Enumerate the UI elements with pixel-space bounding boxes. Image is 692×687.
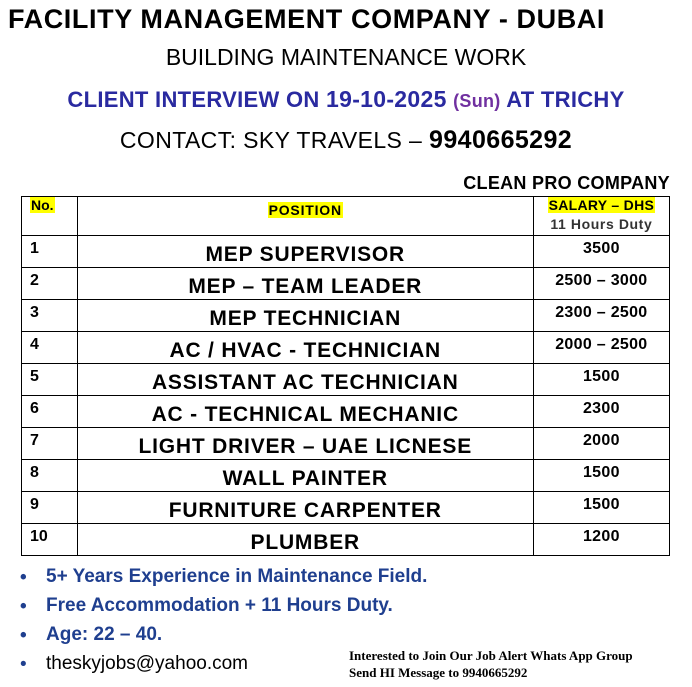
- row-position-cell: [77, 332, 533, 364]
- row-number: 7: [30, 432, 39, 449]
- header-no: [22, 197, 78, 236]
- row-salary-cell: [533, 460, 669, 492]
- row-salary: 3500: [582, 240, 620, 257]
- alert-line-1: Interested to Join Our Job Alert Whats App Group: [349, 648, 633, 663]
- row-position-cell: [77, 524, 533, 556]
- company-name: CLEAN PRO COMPANY: [463, 173, 670, 193]
- row-number-cell: [22, 428, 78, 460]
- table-row: [22, 236, 670, 268]
- row-salary-cell: [533, 268, 669, 300]
- table-row: [22, 492, 670, 524]
- row-salary: 2300: [582, 400, 620, 417]
- row-position-cell: [77, 428, 533, 460]
- row-position-cell: [77, 364, 533, 396]
- row-position: FURNITURE CARPENTER: [168, 499, 442, 522]
- row-position-cell: [77, 492, 533, 524]
- row-number: 9: [30, 496, 39, 513]
- row-position: LIGHT DRIVER – UAE LICNESE: [138, 435, 473, 458]
- table-row: [22, 460, 670, 492]
- bullet-icon: •: [20, 567, 27, 588]
- table-row: [22, 524, 670, 556]
- note-item: [20, 566, 427, 595]
- row-salary-cell: [533, 524, 669, 556]
- contact-prefix: CONTACT: SKY TRAVELS –: [119, 127, 423, 153]
- row-number-cell: [22, 492, 78, 524]
- table-row: [22, 300, 670, 332]
- contact-line: [0, 126, 692, 155]
- row-number: 3: [30, 304, 39, 321]
- row-salary: 1500: [582, 368, 620, 385]
- note-text: Age: 22 – 40.: [46, 624, 163, 645]
- row-position: AC / HVAC - TECHNICIAN: [169, 339, 442, 362]
- table-row: [22, 396, 670, 428]
- interview-location: AT TRICHY: [506, 87, 625, 112]
- note-text: theskyjobs@yahoo.com: [46, 653, 248, 674]
- row-salary: 1500: [582, 464, 620, 481]
- alert-line-2: Send HI Message to 9940665292: [349, 665, 528, 680]
- row-position-cell: [77, 268, 533, 300]
- table-row: [22, 268, 670, 300]
- header-salary-label: SALARY – DHS: [548, 197, 655, 213]
- row-number: 5: [30, 368, 39, 385]
- row-number-cell: [22, 460, 78, 492]
- interview-line: [0, 86, 692, 113]
- row-salary-cell: [533, 332, 669, 364]
- row-number-cell: [22, 396, 78, 428]
- row-salary: 1200: [582, 528, 620, 545]
- row-salary: 2000 – 2500: [555, 336, 648, 353]
- row-number: 2: [30, 272, 39, 289]
- row-position-cell: [77, 236, 533, 268]
- interview-prefix: CLIENT INTERVIEW ON: [67, 87, 320, 112]
- row-position: MEP SUPERVISOR: [205, 243, 405, 266]
- note-text: 5+ Years Experience in Maintenance Field.: [46, 566, 428, 587]
- row-number: 6: [30, 400, 39, 417]
- header-no-label: No.: [31, 197, 54, 213]
- note-item: [20, 595, 427, 624]
- row-salary-cell: [533, 300, 669, 332]
- row-position-cell: [77, 460, 533, 492]
- row-position: ASSISTANT AC TECHNICIAN: [151, 371, 459, 394]
- row-number-cell: [22, 236, 78, 268]
- contact-phone: 9940665292: [429, 126, 573, 154]
- row-number-cell: [22, 524, 78, 556]
- row-position: PLUMBER: [250, 531, 360, 554]
- row-salary-cell: [533, 428, 669, 460]
- row-salary: 2500 – 3000: [555, 272, 648, 289]
- header-position-label: POSITION: [268, 202, 342, 218]
- header-salary: [533, 197, 669, 236]
- row-salary-cell: [533, 236, 669, 268]
- interview-date: 19-10-2025: [326, 86, 447, 112]
- note-text: Free Accommodation + 11 Hours Duty.: [46, 595, 393, 616]
- table-row: [22, 364, 670, 396]
- table-row: [22, 428, 670, 460]
- row-number-cell: [22, 364, 78, 396]
- row-salary: 2000: [582, 432, 620, 449]
- row-number: 4: [30, 336, 39, 353]
- row-number: 8: [30, 464, 39, 481]
- header-salary-sub: 11 Hours Duty: [550, 216, 653, 232]
- row-number-cell: [22, 332, 78, 364]
- header-position: [77, 197, 533, 236]
- interview-day: (Sun): [453, 91, 501, 111]
- row-position: WALL PAINTER: [222, 467, 388, 490]
- row-position: AC - TECHNICAL MECHANIC: [151, 403, 459, 426]
- row-number: 1: [30, 240, 39, 257]
- page-subtitle: BUILDING MAINTENANCE WORK: [165, 44, 527, 70]
- row-position: MEP – TEAM LEADER: [188, 275, 423, 298]
- row-number: 10: [30, 528, 48, 545]
- row-salary: 2300 – 2500: [555, 304, 648, 321]
- row-number-cell: [22, 300, 78, 332]
- row-salary-cell: [533, 396, 669, 428]
- table-row: [22, 332, 670, 364]
- page-title: FACILITY MANAGEMENT COMPANY - DUBAI: [8, 4, 606, 34]
- bullet-icon: •: [20, 596, 27, 617]
- row-position: MEP TECHNICIAN: [209, 307, 402, 330]
- row-salary-cell: [533, 364, 669, 396]
- table-header-row: [22, 197, 670, 236]
- row-salary-cell: [533, 492, 669, 524]
- bullet-icon: •: [20, 625, 27, 646]
- row-number-cell: [22, 268, 78, 300]
- row-position-cell: [77, 396, 533, 428]
- jobs-table: [21, 196, 670, 556]
- bullet-icon: •: [20, 654, 27, 675]
- row-salary: 1500: [582, 496, 620, 513]
- row-position-cell: [77, 300, 533, 332]
- whatsapp-alert: [349, 647, 633, 681]
